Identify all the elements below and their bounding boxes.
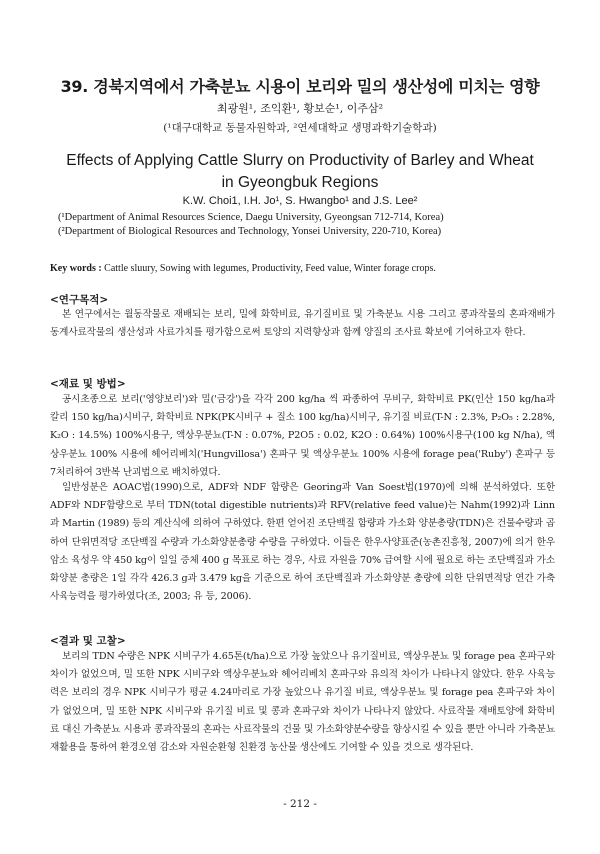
results-paragraph: 보리의 TDN 수량은 NPK 시비구가 4.65톤(t/ha)으로 가장 높았으나 유기질비료, 액상우분뇨 및 forage pea 혼파구와 차이가 없었으며, 밀 또한 NPK 시비구와 액상우분뇨와 헤어리베치 혼파구와 유의적 차이가 나타나지 않았다. 한우 사육능력은 보리의 경우 NPK 시비구가 평균 4.24마리로 가장 높았으나 유기질 비료, 액상우분뇨 및 forage pea 혼파구와 차이가 없었으며, 밀 또한 NPK 시비구와 유기질 비료 및 콩과 혼파구와 차이가 나타나지 않았다. 사료작물 재배토양에 화학비료 대신 가축분뇨 시용과 콩과작물의 혼파는 사료작물의 건물 및 가소화양분수량을 향상시킬 수 있을 뿐만 아니라 가축분뇨 재활용을 통하여 환경오염 감소와 자원순환형 친환경 농산물 생산에도 기여할 수 있을 것으로 생각된다.	[50, 651, 555, 754]
korean-title: 39. 경북지역에서 가축분뇨 시용이 보리와 밀의 생산성에 미치는 영향	[60, 77, 540, 96]
korean-authors: 최광원¹, 조익환¹, 황보순¹, 이주삼²	[216, 102, 384, 115]
english-title	[40, 150, 560, 194]
english-title-line-2: in Gyeongbuk Regions	[221, 174, 379, 191]
english-affiliation-1: (¹Department of Animal Resources Science, Daegu University, Gyeongsan 712-714, Korea)	[58, 212, 444, 223]
keywords-text: Cattle sluury, Sowing with legumes, Productivity, Feed value, Winter forage crops.	[101, 263, 436, 274]
methods-paragraph-2: 일반성분은 AOAC법(1990)으로, ADF와 NDF 함량은 Georing과 Van Soest법(1970)에 의해 분석하였다. 또한 ADF와 NDF함량으로 부터 TDN(total digestible nutrients)과 RFV(relative feed value)는 Nahm(1992)과 Linn과 Martin (1989) 등의 계산식에 의하여 구하였다. 한편 얻어진 조단백질 함량과 가소화 양분총량(TDN)은 건물수량과 곱하여 단위면적당 조단백질 수량과 가소화양분총량 수량을 구하였다. 이들은 한우사양표준(농촌진흥청, 2007)에 의거 한우 암소 육성우 약 450 kg이 일일 증체 400 g 목표로 하는 경우, 사료 자원을 70% 급여할 시에 필요로 하는 조단백질과 가소화양분 총량은 1일 각각 426.3 g과 3.479 kg을 기준으로 하여 조단백질과 가소화양분 총량에 의한 단위면적당 연간 가축 사육능력을 평가하였다(조, 2003; 유 등, 2006).	[50, 482, 555, 603]
section-heading-results: <결과 및 고찰>	[50, 635, 126, 647]
korean-affiliations: (¹대구대학교 동물자원학과, ²연세대학교 생명과학기술학과)	[163, 122, 437, 134]
section-heading-purpose: <연구목적>	[50, 294, 109, 306]
methods-paragraph-1: 공시초종으로 보리('영양보리')와 밀('금강')을 각각 200 kg/ha 씩 파종하여 무비구, 화학비료 PK(인산 150 kg/ha과 칼리 150 kg/ha)시비구, 화학비료 NPK(PK시비구 + 질소 100 kg/ha)시비구, 유기질 비료(T-N : 2.3%, P₂O₅ : 2.28%, K₂O : 14.5%) 100%시용구, 액상우분뇨(T-N : 0.07%, P2O5 : 0.02, K2O : 0.64%) 100%시용구(100 kg N/ha), 액상우분뇨 100% 시용에 헤어리베치('Hungvillosa') 혼파구 및 액상우분뇨 100% 시용에 forage pea('Ruby') 혼파구 등 7처리하여 3반복 난괴법으로 배치하였다.	[50, 394, 555, 478]
keywords	[50, 263, 570, 274]
english-title-line-1: Effects of Applying Cattle Slurry on Productivity of Barley and Wheat	[66, 152, 534, 169]
english-affiliation-2: (²Department of Biological Resources and Technology, Yonsei University, 220-710, Korea)	[58, 226, 442, 237]
page-number: - 212 -	[283, 798, 317, 810]
keywords-label: Key words :	[50, 263, 102, 274]
purpose-paragraph: 본 연구에서는 월동작물로 재배되는 보리, 밀에 화학비료, 유기질비료 및 가축분뇨 시용 그리고 콩과작물의 혼파재배가 동계사료작물의 생산성과 사료가치를 평가함으로써 토양의 지력향상과 함께 양질의 조사료 확보에 기여하고자 한다.	[50, 309, 555, 339]
english-authors: K.W. Choi1, I.H. Jo¹, S. Hwangbo¹ and J.S. Lee²	[182, 195, 418, 207]
section-heading-methods: <재료 및 방법>	[50, 378, 126, 390]
